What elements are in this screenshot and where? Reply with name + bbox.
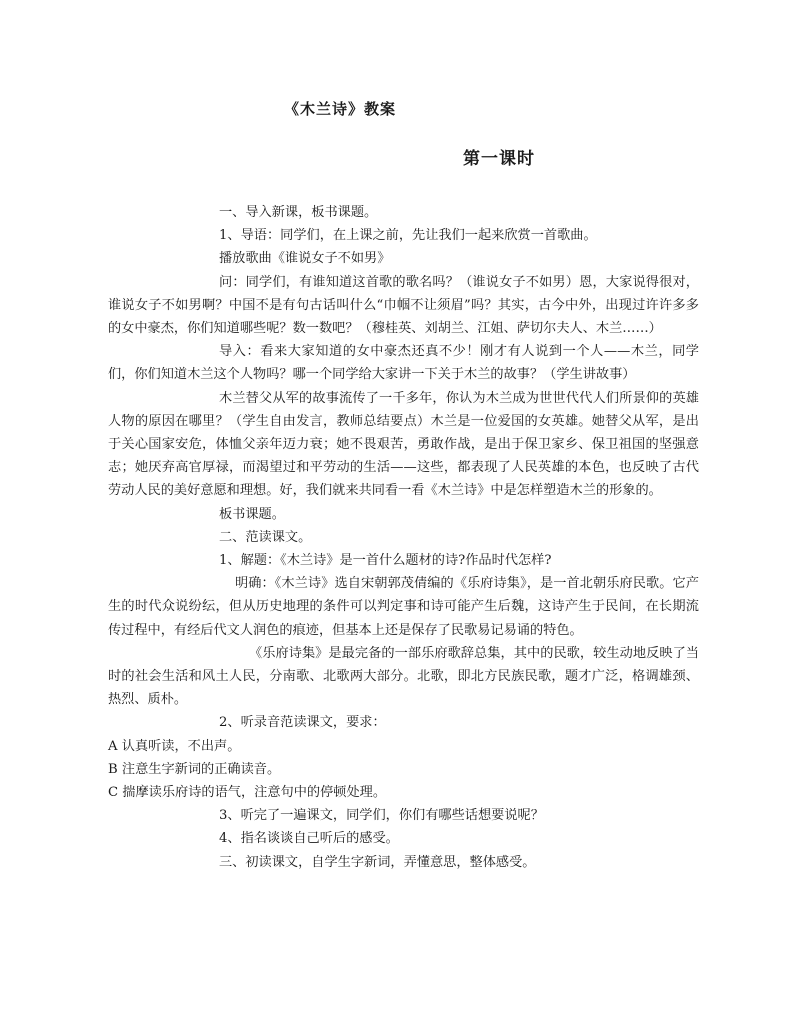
lesson-heading: 第一课时 [463,149,535,169]
paragraph-play-song: 播放歌曲《谁说女子不如男》 [219,251,391,267]
document-title: 《木兰诗》教案 [284,100,397,118]
requirement-c: C 揣摩读乐府诗的语气，注意句中的停顿处理。 [108,785,387,801]
paragraph-yuefu-collection: 《乐府诗集》是最完备的一部乐府歌辞总集，其中的民歌，较生动地反映了当时的社会生活和风土人民，分南歌、北歌两大部分。北歌，即北方民族民歌，题才广泛，格调雄颈、热烈、质朴。 [108,645,699,708]
paragraph-clarification: 明确：《木兰诗》选自宋朝郭茂倩编的《乐府诗集》，是一首北朝乐府民歌。它产生的时代众说纷纭，但从历史地理的条件可以判定事和诗可能产生后魏，这诗产生于民间，在长期流传过程中，有经后代文人润色的痕迹，但基本上还是保存了民歌易记易诵的特色。 [108,576,699,638]
requirement-a: A 认真听读，不出声。 [108,738,241,754]
paragraph-share-feelings: 4、指名谈谈自己听后的感受。 [219,831,399,847]
paragraph-after-listening: 3、听完了一遍课文，同学们，你们有哪些话想要说呢？ [219,808,544,824]
paragraph-intro-speech: 1、导语：同学们，在上课之前，先让我们一起来欣赏一首歌曲。 [219,228,597,244]
paragraph-listen-requirements: 2、听录音范读课文，要求： [219,715,386,731]
paragraph-mulan-story: 木兰替父从军的故事流传了一千多年，你认为木兰成为世世代代人们所景仰的英雄人物的原因在哪里？（学生自由发言，教师总结要点）木兰是一位爱国的女英雄。她替父从军，是出于关心国家安危，体恤父亲年迈力衰；她不畏艰苦，勇敢作战，是出于保卫家乡、保卫祖国的坚强意志；她厌弃高官厚禄，而渴望过和平劳动的生活——这些，都表现了人民英雄的本色，也反映了古代劳动人民的美好意愿和理想。好，我们就来共同看一看《木兰诗》中是怎样塑造木兰的形象的。 [108,390,699,499]
section-heading-intro: 一、导入新课，板书课题。 [219,205,378,220]
section-heading-first-reading: 三、初读课文，自学生字新词，弄懂意思，整体感受。 [219,854,536,870]
paragraph-title-explanation: 1、解题：《木兰诗》是一首什么题材的诗?作品时代怎样? [219,553,552,569]
requirement-b: B 注意生字新词的正确读音。 [108,761,281,777]
paragraph-board-title: 板书课题。 [219,506,285,522]
paragraph-question: 问：同学们，有谁知道这首歌的歌名吗？（谁说女子不如男）恩，大家说得很对，谁说女子不如男啊？中国不是有句古话叫什么“巾帼不让须眉”吗？其实，古今中外，出现过许许多多的女中豪杰，你们知道哪些呢？数一数吧？（穆桂英、刘胡兰、江姐、萨切尔夫人、木兰……） [108,274,699,337]
section-heading-model-reading: 二、范读课文。 [219,529,312,545]
paragraph-lead-in: 导入：看来大家知道的女中豪杰还真不少！刚才有人说到一个人——木兰，同学们，你们知道木兰这个人物吗？哪一个同学给大家讲一下关于木兰的故事？（学生讲故事） [108,344,699,383]
lesson-body [108,201,699,874]
